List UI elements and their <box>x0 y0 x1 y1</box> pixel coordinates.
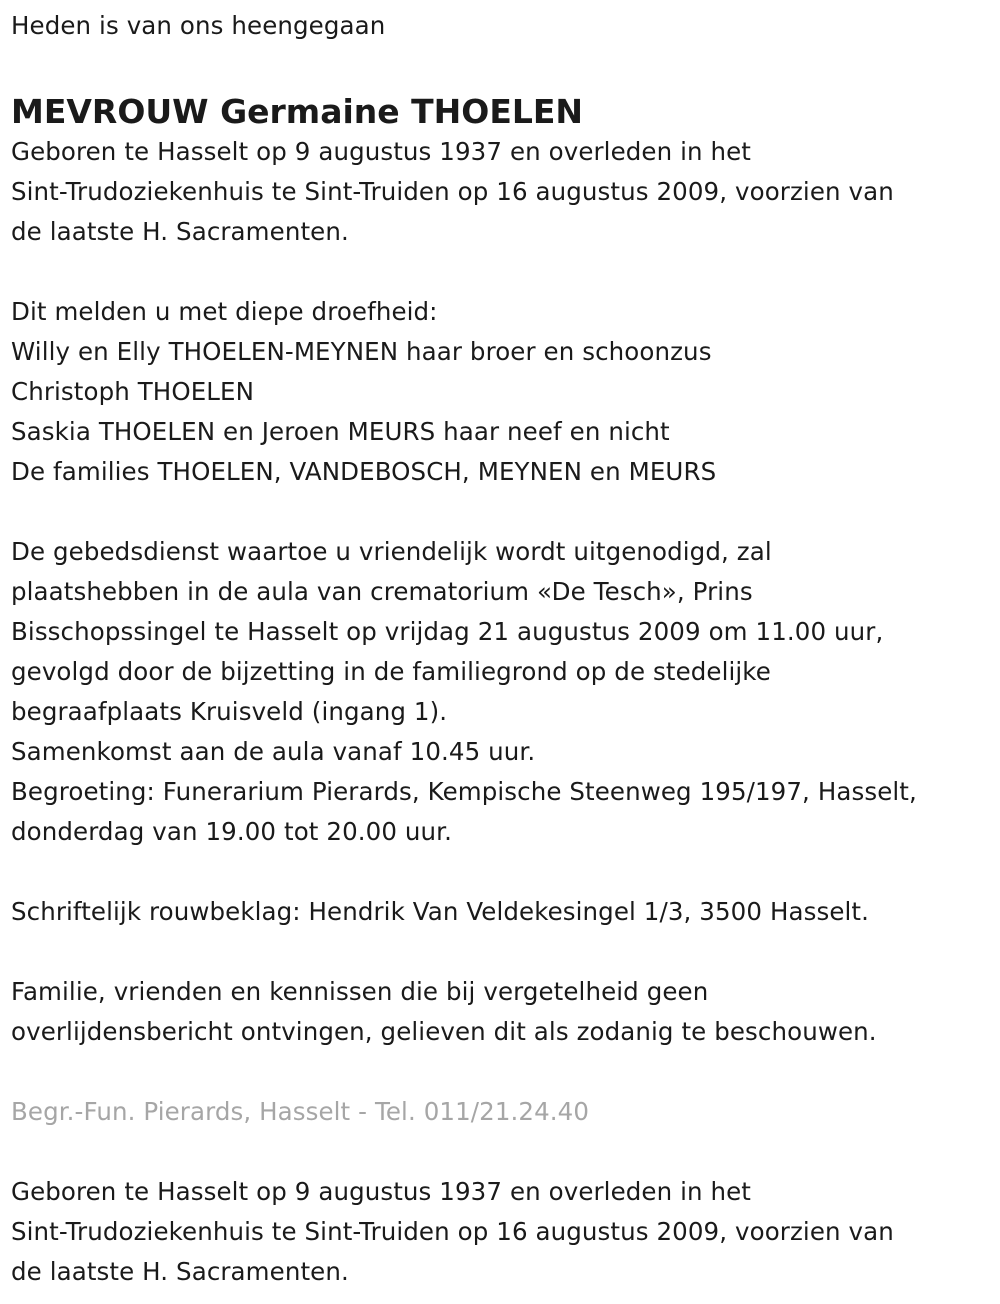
paragraph-line: Dit melden u met diepe droefheid: <box>11 297 438 326</box>
paragraph-line: De gebedsdienst waartoe u vriendelijk wordt uitgenodigd, zal <box>11 537 772 566</box>
paragraph-line: gevolgd door de bijzetting in de familiegrond op de stedelijke <box>11 657 771 686</box>
mourner-line: Christoph THOELEN <box>11 377 255 406</box>
spacer <box>11 1132 991 1172</box>
paragraph-line: Begroeting: Funerarium Pierards, Kempische Steenweg 195/197, Hasselt, <box>11 777 917 806</box>
paragraph-line: de laatste H. Sacramenten. <box>11 1257 349 1286</box>
birth-death-paragraph-repeat <box>11 1172 991 1292</box>
spacer <box>11 492 991 532</box>
mourner-line: Willy en Elly THOELEN-MEYNEN haar broer en schoonzus <box>11 337 712 366</box>
obituary-notice <box>11 0 991 1292</box>
notice-paragraph <box>11 972 991 1052</box>
mourner-line: De families THOELEN, VANDEBOSCH, MEYNEN en MEURS <box>11 457 717 486</box>
spacer <box>11 1052 991 1092</box>
spacer <box>11 932 991 972</box>
paragraph-line: Geboren te Hasselt op 9 augustus 1937 en overleden in het <box>11 137 752 166</box>
paragraph-line: begraafplaats Kruisveld (ingang 1). <box>11 697 448 726</box>
mourners-paragraph <box>11 292 991 492</box>
paragraph-line: Geboren te Hasselt op 9 augustus 1937 en overleden in het <box>11 1177 752 1206</box>
paragraph-line: de laatste H. Sacramenten. <box>11 217 349 246</box>
spacer <box>11 252 991 292</box>
paragraph-line: overlijdensbericht ontvingen, gelieven dit als zodanig te beschouwen. <box>11 1017 877 1046</box>
paragraph-line: Samenkomst aan de aula vanaf 10.45 uur. <box>11 737 536 766</box>
deceased-name: MEVROUW Germaine THOELEN <box>11 92 584 131</box>
paragraph-line: Bisschopssingel te Hasselt op vrijdag 21 augustus 2009 om 11.00 uur, <box>11 617 884 646</box>
spacer <box>11 852 991 892</box>
mourner-line: Saskia THOELEN en Jeroen MEURS haar neef en nicht <box>11 417 670 446</box>
birth-death-paragraph <box>11 132 991 252</box>
paragraph-line: donderdag van 19.00 tot 20.00 uur. <box>11 817 452 846</box>
condolence-address-line: Schriftelijk rouwbeklag: Hendrik Van Veldekesingel 1/3, 3500 Hasselt. <box>11 897 869 926</box>
undertaker-line: Begr.-Fun. Pierards, Hasselt - Tel. 011/21.24.40 <box>11 1097 590 1126</box>
service-paragraph <box>11 532 991 852</box>
paragraph-line: Familie, vrienden en kennissen die bij vergetelheid geen <box>11 977 709 1006</box>
paragraph-line: Sint-Trudoziekenhuis te Sint-Truiden op 16 augustus 2009, voorzien van <box>11 1217 894 1246</box>
paragraph-line: plaatshebben in de aula van crematorium «De Tesch», Prins <box>11 577 753 606</box>
intro-line: Heden is van ons heengegaan <box>11 11 386 40</box>
paragraph-line: Sint-Trudoziekenhuis te Sint-Truiden op 16 augustus 2009, voorzien van <box>11 177 894 206</box>
